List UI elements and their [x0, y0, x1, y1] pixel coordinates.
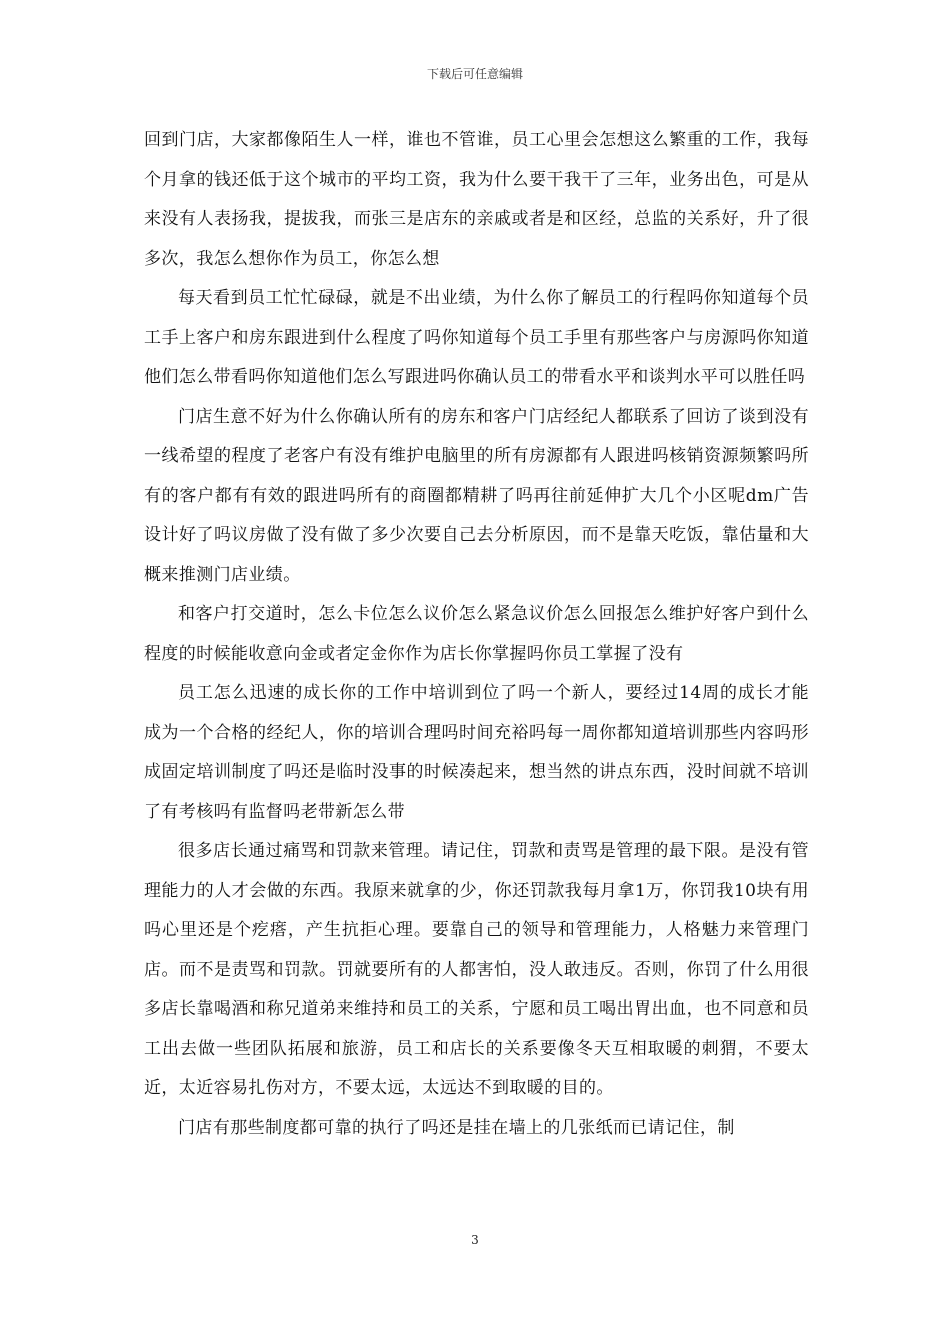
- page-number: 3: [471, 1233, 479, 1247]
- paragraph: 门店有那些制度都可靠的执行了吗还是挂在墙上的几张纸而已请记住，制: [178, 1117, 735, 1138]
- paragraph: 每天看到员工忙忙碌碌，就是不出业绩，为什么你了解员工的行程吗你知道每个员工手上客户和房东跟进到什么程度了吗你知道每个员工手里有那些客户与房源吗你知道他们怎么带看吗你知道他们怎么写跟进吗你确认员工的带看水平和谈判水平可以胜任吗: [144, 288, 809, 387]
- document-body: [144, 121, 809, 1148]
- paragraph: 很多店长通过痛骂和罚款来管理。请记住，罚款和责骂是管理的最下限。是没有管理能力的人才会做的东西。我原来就拿的少，你还罚款我每月拿1万，你罚我10块有用吗心里还是个疙瘩，产生抗拒心理。要靠自己的领导和管理能力，人格魅力来管理门店。而不是责骂和罚款。罚就要所有的人都害怕，没人敢违反。否则，你罚了什么用很多店长靠喝酒和称兄道弟来维持和员工的关系，宁愿和员工喝出胃出血，也不同意和员工出去做一些团队拓展和旅游，员工和店长的关系要像冬天互相取暖的刺猬，不要太近，太近容易扎伤对方，不要太远，太远达不到取暖的目的。: [144, 841, 809, 1098]
- page-header: 下载后可任意编辑: [426, 67, 523, 81]
- paragraph: 和客户打交道时，怎么卡位怎么议价怎么紧急议价怎么回报怎么维护好客户到什么程度的时候能收意向金或者定金你作为店长你掌握吗你员工掌握了没有: [144, 604, 809, 664]
- paragraph: 回到门店，大家都像陌生人一样，谁也不管谁，员工心里会怎想这么繁重的工作，我每个月拿的钱还低于这个城市的平均工资，我为什么要干我干了三年，业务出色，可是从来没有人表扬我，提拔我，而张三是店东的亲戚或者是和区经，总监的关系好，升了很多次，我怎么想你作为员工，你怎么想: [144, 130, 809, 269]
- paragraph: 门店生意不好为什么你确认所有的房东和客户门店经纪人都联系了回访了谈到没有一线希望的程度了老客户有没有维护电脑里的所有房源都有人跟进吗核销资源频繁吗所有的客户都有有效的跟进吗所有的商圈都精耕了吗再往前延伸扩大几个小区呢dm广告设计好了吗议房做了没有做了多少次要自己去分析原因，而不是靠天吃饭，靠估量和大概来推测门店业绩。: [144, 406, 809, 585]
- paragraph: 员工怎么迅速的成长你的工作中培训到位了吗一个新人，要经过14周的成长才能成为一个合格的经纪人，你的培训合理吗时间充裕吗每一周你都知道培训那些内容吗形成固定培训制度了吗还是临时没事的时候凑起来，想当然的讲点东西，没时间就不培训了有考核吗有监督吗老带新怎么带: [144, 683, 809, 822]
